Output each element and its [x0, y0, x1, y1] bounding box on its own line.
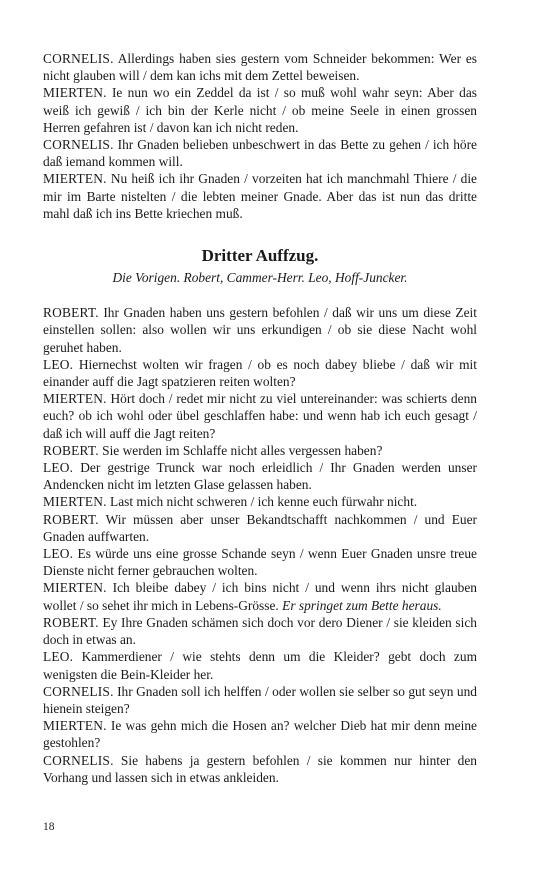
speaker-name: CORNELIS. [43, 683, 114, 699]
page-body [43, 50, 477, 786]
speaker-name: MIERTEN. [43, 171, 107, 187]
dialogue-line [43, 579, 477, 613]
page-number: 18 [43, 821, 55, 833]
speech-text: Hört doch / redet mir nicht zu viel untereinander: was schierts denn euch? ob ich wohl oder übel geschlaffen habe: und wenn hab ich euch gesagt / daß ich will auff die Jagt reiten? [43, 391, 477, 441]
dialogue-line [43, 304, 477, 356]
speech-text: Ihr Gnaden haben uns gestern befohlen / daß wir uns um diese Zeit einstellen sollen: also wollen wir uns erkundigen / ob sie diese Nacht wohl geruhet haben. [43, 305, 477, 355]
speaker-name: MIERTEN. [43, 85, 107, 101]
speech-text: Sie werden im Schlaffe nicht alles vergessen haben? [102, 442, 383, 458]
speaker-name: LEO. [43, 356, 74, 372]
speech-text: Ie was gehn mich die Hosen an? welcher Dieb hat mir denn meine gestohlen? [43, 718, 477, 751]
dialogue-line [43, 614, 477, 648]
dialogue-line [43, 683, 477, 717]
dialogue-line [43, 648, 477, 682]
speech-text: Wir müssen aber unser Bekandtschafft nachkommen / und Euer Gnaden auffwarten. [43, 511, 477, 544]
speech-text: Ihr Gnaden belieben unbeschwert in das Bette zu gehen / ich höre daß iemand kommen will. [43, 137, 477, 170]
speech-text: Allerdings haben sies gestern vom Schneider bekommen: Wer es nicht glauben will / dem kan ichs mit dem Zettel beweisen. [43, 51, 477, 84]
speech-text: Ie nun wo ein Zeddel da ist / so muß wohl wahr seyn: Aber das weiß ich gewiß / ich bin der Kerle nicht / ob meine Seele in einen grossen Herren gefahren ist / davon kan ich nicht reden. [43, 85, 477, 135]
speech-text: Es würde uns eine grosse Schande seyn / wenn Euer Gnaden unsre treue Dienste nicht ferner gebrauchen wolten. [43, 546, 477, 579]
dialogue-line [43, 752, 477, 786]
speech-text: Hiernechst wolten wir fragen / ob es noch dabey bliebe / daß wir mit einander auff die Jagt spatzieren reiten wolten? [43, 356, 477, 390]
speaker-name: LEO. [43, 460, 74, 476]
speaker-name: MIERTEN. [43, 718, 107, 734]
speech-text: Kammerdiener / wie stehts denn um die Kleider? gebt doch zum wenigsten die Bein-Kleider her. [43, 649, 477, 682]
speech-text: Der gestrige Trunck war noch erleidlich / Ihr Gnaden werden unser Andencken nicht im letzten Glase gelassen haben. [43, 460, 477, 493]
speaker-name: MIERTEN. [43, 580, 107, 596]
dialogue-line [43, 50, 477, 84]
dialogue-line [43, 717, 477, 751]
speaker-name: CORNELIS. [43, 137, 114, 153]
dialogue-line [43, 442, 477, 459]
scene-heading: Dritter Auffzug. [201, 246, 319, 266]
dialogue-line [43, 390, 477, 442]
dialogue-line [43, 136, 477, 170]
speech-text: Nu heiß ich ihr Gnaden / vorzeiten hat ich manchmahl Thiere / die mir im Barte nistelten / die lebten meiner Gnade. Aber das ist nun das dritte mahl daß ich ins Bette kriechen muß. [43, 171, 477, 221]
dialogue-line [43, 493, 477, 510]
speaker-name: ROBERT. [43, 614, 99, 630]
dialogue-before-scene [43, 50, 477, 222]
speaker-name: ROBERT. [43, 511, 99, 527]
dialogue-line [43, 459, 477, 493]
dialogue-line [43, 356, 477, 390]
speech-text: Ich bleibe dabey / ich bins nicht / und wenn ihrs nicht glauben wollet / so sehet ihr mich in Lebens-Grösse. [43, 580, 477, 613]
dialogue-after-scene [43, 304, 477, 786]
dialogue-line [43, 511, 477, 545]
speech-text: Last mich nicht schweren / ich kenne euch fürwahr nicht. [110, 494, 418, 510]
dialogue-line [43, 170, 477, 222]
speaker-name: MIERTEN. [43, 494, 107, 510]
dialogue-line [43, 545, 477, 579]
dialogue-line [43, 84, 477, 136]
speaker-name: LEO. [43, 649, 74, 665]
speaker-name: CORNELIS. [43, 51, 114, 66]
speech-text: Sie habens ja gestern befohlen / sie kommen nur hinter den Vorhang und lassen sich in etwas ankleiden. [43, 752, 477, 785]
speaker-name: LEO. [43, 546, 74, 562]
speaker-name: CORNELIS. [43, 752, 114, 768]
stage-direction: Er springet zum Bette heraus. [282, 597, 442, 613]
speech-text: Ihr Gnaden soll ich helffen / oder wollen sie selber so gut seyn und hienein steigen? [43, 683, 477, 716]
speaker-name: ROBERT. [43, 442, 99, 458]
speaker-name: MIERTEN. [43, 391, 107, 407]
speaker-name: ROBERT. [43, 305, 99, 321]
scene-persons: Die Vorigen. Robert, Cammer-Herr. Leo, Hoff-Juncker. [112, 270, 408, 286]
speech-text: Ey Ihre Gnaden schämen sich doch vor dero Diener / sie kleiden sich doch in etwas an. [43, 614, 477, 648]
